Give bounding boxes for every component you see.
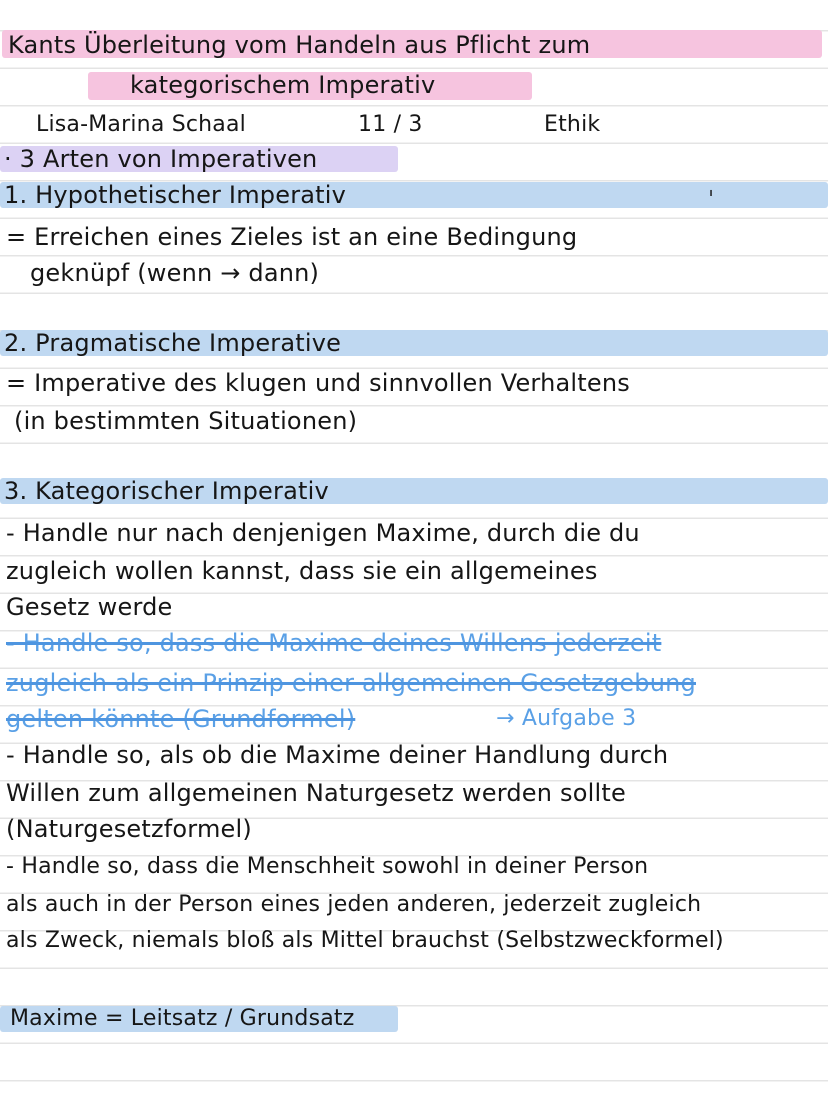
- crossed-line: - Handle so, dass die Maxime deines Willens jederzeit: [6, 629, 662, 657]
- title-line-2: kategorischem Imperativ: [130, 71, 436, 99]
- section1-line: = Erreichen eines Zieles ist an eine Bedingung: [6, 223, 578, 251]
- section3-line: Gesetz werde: [6, 593, 173, 621]
- crossed-line: gelten könnte (Grundformel): [6, 705, 356, 733]
- author-name: Lisa-Marina Schaal: [36, 112, 246, 137]
- class-label: 11 / 3: [358, 112, 423, 137]
- section3-line: - Handle so, dass die Menschheit sowohl in deiner Person: [6, 854, 649, 879]
- section3-line: als auch in der Person eines jeden anderen, jederzeit zugleich: [6, 892, 702, 917]
- section3-line: (Naturgesetzformel): [6, 815, 252, 843]
- task-reference-note: → Aufgabe 3: [496, 706, 637, 731]
- section2-heading: 2. Pragmatische Imperative: [4, 329, 342, 357]
- section1-line: geknüpf (wenn → dann): [30, 259, 320, 287]
- maxime-definition: Maxime = Leitsatz / Grundsatz: [10, 1006, 355, 1031]
- section3-line: - Handle so, als ob die Maxime deiner Handlung durch: [6, 741, 669, 769]
- subject-label: Ethik: [544, 112, 601, 137]
- section3-heading: 3. Kategorischer Imperativ: [4, 477, 329, 505]
- section3-line: zugleich wollen kannst, dass sie ein allgemeines: [6, 557, 598, 585]
- intro-line: · 3 Arten von Imperativen: [4, 145, 318, 173]
- section3-line: Willen zum allgemeinen Naturgesetz werden sollte: [6, 779, 626, 807]
- section3-line: - Handle nur nach denjenigen Maxime, durch die du: [6, 519, 640, 547]
- section2-line: = Imperative des klugen und sinnvollen Verhaltens: [6, 369, 630, 397]
- crossed-line: zugleich als ein Prinzip einer allgemeinen Gesetzgebung: [6, 669, 696, 697]
- section2-line: (in bestimmten Situationen): [14, 407, 358, 435]
- stray-mark: ˈ: [708, 188, 715, 213]
- title-line-1: Kants Überleitung vom Handeln aus Pflicht zum: [8, 31, 591, 59]
- section1-heading: 1. Hypothetischer Imperativ: [4, 181, 347, 209]
- section3-line: als Zweck, niemals bloß als Mittel brauchst (Selbstzweckformel): [6, 928, 724, 953]
